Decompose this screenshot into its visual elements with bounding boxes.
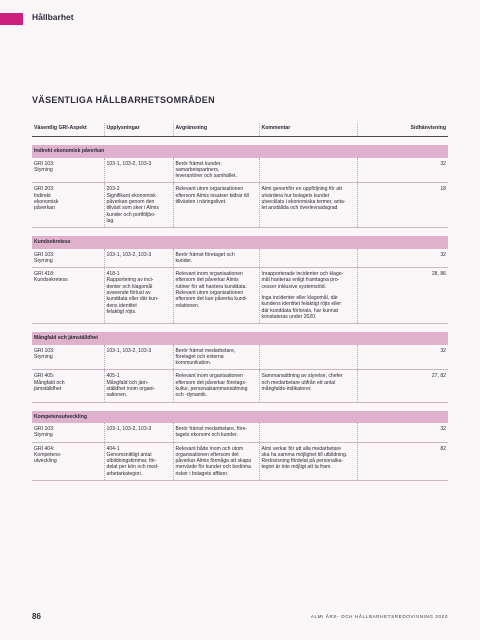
cell-boundary-text: Relevant både inom och utom organisationen eftersom det påverkar Almis förmåga att skapa mervärde för kunder och bedöma risker i bolagets affärer. bbox=[175, 445, 252, 477]
cell-disclosure-text: 103-1, 103-2, 103-3 bbox=[106, 251, 152, 258]
cell-page-ref bbox=[357, 442, 448, 480]
column-header-disclosure: Upplysningar bbox=[104, 123, 173, 137]
table-body bbox=[32, 137, 448, 481]
cell-disclosure-text: 418-1 Rapportering av inci- denter och klagomål avseende förlust av kunddata eller där kun- dens identitet felaktigt röjts. bbox=[106, 271, 159, 315]
cell-comment bbox=[259, 423, 357, 442]
cell-aspect bbox=[32, 183, 104, 228]
cell-page-ref bbox=[357, 183, 448, 228]
cell-comment bbox=[259, 158, 357, 183]
gri-table bbox=[32, 123, 448, 481]
cell-aspect bbox=[32, 442, 104, 480]
column-header-aspect: Väsentlig GRI-Aspekt bbox=[32, 123, 104, 137]
table-row bbox=[32, 158, 448, 183]
group-spacer bbox=[32, 402, 448, 411]
table-row bbox=[32, 442, 448, 480]
cell-disclosure-text: 103-1, 103-2, 103-3 bbox=[106, 425, 152, 432]
cell-aspect-text: GRI 404: Kompetens- utveckling bbox=[34, 445, 62, 465]
cell-page-ref-text: 32 bbox=[440, 160, 446, 167]
cell-boundary-text: Relevant utom organisationen eftersom Almis insatser bidrar till tillväxten i näringslivet. bbox=[175, 186, 249, 206]
cell-aspect bbox=[32, 249, 104, 268]
cell-comment-text: Almi genomför en uppföljning för att utvärdera hur bolagets kunder utvecklats i ekonomiska termer, anta- let anställda och överlevnadsgrad bbox=[261, 186, 346, 212]
cell-aspect bbox=[32, 268, 104, 324]
table-row bbox=[32, 268, 448, 324]
group-spacer bbox=[32, 137, 448, 146]
cell-page-ref bbox=[357, 268, 448, 324]
cell-comment-text: Inga incidenter eller klagomål, där kundens identitet felaktigt röjts eller där kunddata förlorats, har kunnat konstateras under 2020. bbox=[261, 295, 342, 320]
cell-comment bbox=[259, 442, 357, 480]
column-header-page-ref: Sidhänvisning bbox=[357, 123, 448, 137]
cell-aspect-text: GRI 103: Styrning bbox=[34, 347, 55, 360]
cell-aspect-text: GRI 103: Styrning bbox=[34, 425, 55, 439]
cell-disclosure-text: 405-1 Mångfald och jäm- ställdhet inom organi- sationen. bbox=[106, 373, 156, 399]
cell-boundary-text: Berör främst medarbetare, före- tagets ekonomi och kunder. bbox=[175, 425, 248, 439]
group-heading-row bbox=[32, 332, 448, 344]
table-row bbox=[32, 249, 448, 268]
group-heading: Indirekt ekonomisk påverkan bbox=[32, 145, 448, 157]
cell-page-ref-text: 18 bbox=[440, 186, 446, 193]
column-header-comment: Kommentar bbox=[259, 123, 357, 137]
cell-page-ref bbox=[357, 249, 448, 268]
cell-comment bbox=[259, 183, 357, 228]
group-heading: Kundsekretess bbox=[32, 236, 448, 248]
cell-page-ref-text: 32 bbox=[440, 347, 446, 354]
group-heading-row bbox=[32, 145, 448, 157]
cell-disclosure bbox=[104, 370, 173, 402]
table-row bbox=[32, 183, 448, 228]
page-title: VÄSENTLIGA HÅLLBARHETSOMRÅDEN bbox=[32, 95, 215, 105]
cell-comment bbox=[259, 268, 357, 324]
section-label: Hållbarhet bbox=[32, 12, 74, 22]
cell-disclosure bbox=[104, 442, 173, 480]
section-accent-bar bbox=[0, 13, 23, 25]
cell-aspect-text: GRI 103: Styrning bbox=[34, 251, 55, 264]
cell-aspect bbox=[32, 423, 104, 442]
cell-aspect-text: GRI 418: Kundsekretess bbox=[34, 271, 68, 284]
cell-boundary bbox=[173, 370, 259, 402]
cell-boundary-text: Berör främst företaget och kunder. bbox=[175, 251, 235, 264]
cell-boundary-text: Berör främst kunder, samarbetspartners, leverantörer och samhället. bbox=[175, 160, 237, 180]
cell-disclosure bbox=[104, 268, 173, 324]
cell-page-ref bbox=[357, 158, 448, 183]
cell-boundary bbox=[173, 442, 259, 480]
cell-aspect-text: GRI 203: Indirekt ekonomisk påverkan bbox=[34, 186, 59, 212]
cell-boundary bbox=[173, 183, 259, 228]
cell-boundary bbox=[173, 345, 259, 370]
cell-aspect bbox=[32, 345, 104, 370]
cell-comment-text: Inrapporterade incidenter och klago- mål hanteras enligt framtagna pro- cesser inklusive systemstöd. bbox=[261, 271, 344, 290]
cell-disclosure bbox=[104, 183, 173, 228]
cell-disclosure-text: 103-1, 103-2, 103-3 bbox=[106, 347, 152, 354]
table-row bbox=[32, 370, 448, 402]
cell-disclosure bbox=[104, 249, 173, 268]
cell-boundary-text: Relevant inom organisationen eftersom det påverkar företags- kultur, personalsammansättning och -dynamik. bbox=[175, 373, 248, 399]
cell-boundary-text: Berör främst medarbetare, företaget och externa kommunikation. bbox=[175, 347, 236, 367]
cell-boundary bbox=[173, 158, 259, 183]
cell-disclosure bbox=[104, 158, 173, 183]
cell-boundary bbox=[173, 249, 259, 268]
cell-comment-text: Sammansättning av styrelse, chefer och medarbetare utifrån ett antal mångfalds-indikatorer. bbox=[261, 373, 343, 393]
group-heading-row bbox=[32, 236, 448, 248]
table-header-row bbox=[32, 123, 448, 137]
cell-disclosure-text: 103-1, 103-2, 103-3 bbox=[106, 160, 152, 167]
cell-boundary bbox=[173, 268, 259, 324]
group-heading: Kompetensutveckling bbox=[32, 411, 448, 423]
footer-report-title: ALMI ÅRS- OCH HÅLLBARHETSREDOVISNING 2020 bbox=[310, 614, 448, 619]
group-heading: Mångfald och jämställdhet bbox=[32, 332, 448, 344]
cell-page-ref bbox=[357, 345, 448, 370]
cell-page-ref-text: 82 bbox=[440, 445, 446, 452]
column-header-boundary: Avgränsning bbox=[173, 123, 259, 137]
cell-page-ref bbox=[357, 423, 448, 442]
page-number: 86 bbox=[32, 612, 41, 621]
cell-page-ref-text: 32 bbox=[440, 251, 446, 258]
cell-disclosure-text: 203-2 Signifikant ekonomisk påverkan genom den tillväxt som sker i Almis kunder och portföljbo- lag. bbox=[106, 186, 159, 224]
cell-disclosure-text: 404-1 Genomsnittligt antal utbildningstimmar, för- delat per kön och med- arbetarkategori. bbox=[106, 445, 159, 477]
cell-comment bbox=[259, 249, 357, 268]
cell-page-ref-text: 28, 86 bbox=[431, 271, 446, 278]
cell-disclosure bbox=[104, 423, 173, 442]
table-row bbox=[32, 345, 448, 370]
cell-aspect bbox=[32, 158, 104, 183]
cell-page-ref-text: 32 bbox=[440, 425, 446, 432]
cell-boundary-text: Relevant inom organisationen eftersom det påverkar Almis rutiner för att hantera kunddata. Relevant utom organisationen eftersom det kan påverka kund- relationen. bbox=[175, 271, 248, 309]
cell-disclosure bbox=[104, 345, 173, 370]
cell-boundary bbox=[173, 423, 259, 442]
group-heading-row bbox=[32, 411, 448, 423]
group-spacer bbox=[32, 324, 448, 333]
cell-comment bbox=[259, 345, 357, 370]
cell-aspect-text: GRI 103: Styrning bbox=[34, 160, 55, 173]
cell-aspect bbox=[32, 370, 104, 402]
group-spacer bbox=[32, 228, 448, 237]
table-row bbox=[32, 423, 448, 442]
cell-comment bbox=[259, 370, 357, 402]
cell-page-ref bbox=[357, 370, 448, 402]
cell-comment-text: Almi verkar för att alla medarbetare ska ha samma möjlighet till utbildning. Redovisning fördelat på personalka- tegori är inte möjligt att ta fram. bbox=[261, 445, 348, 471]
cell-page-ref-text: 27, 82 bbox=[431, 373, 446, 380]
cell-aspect-text: GRI 405: Mångfald och jämställdhet bbox=[34, 373, 65, 393]
